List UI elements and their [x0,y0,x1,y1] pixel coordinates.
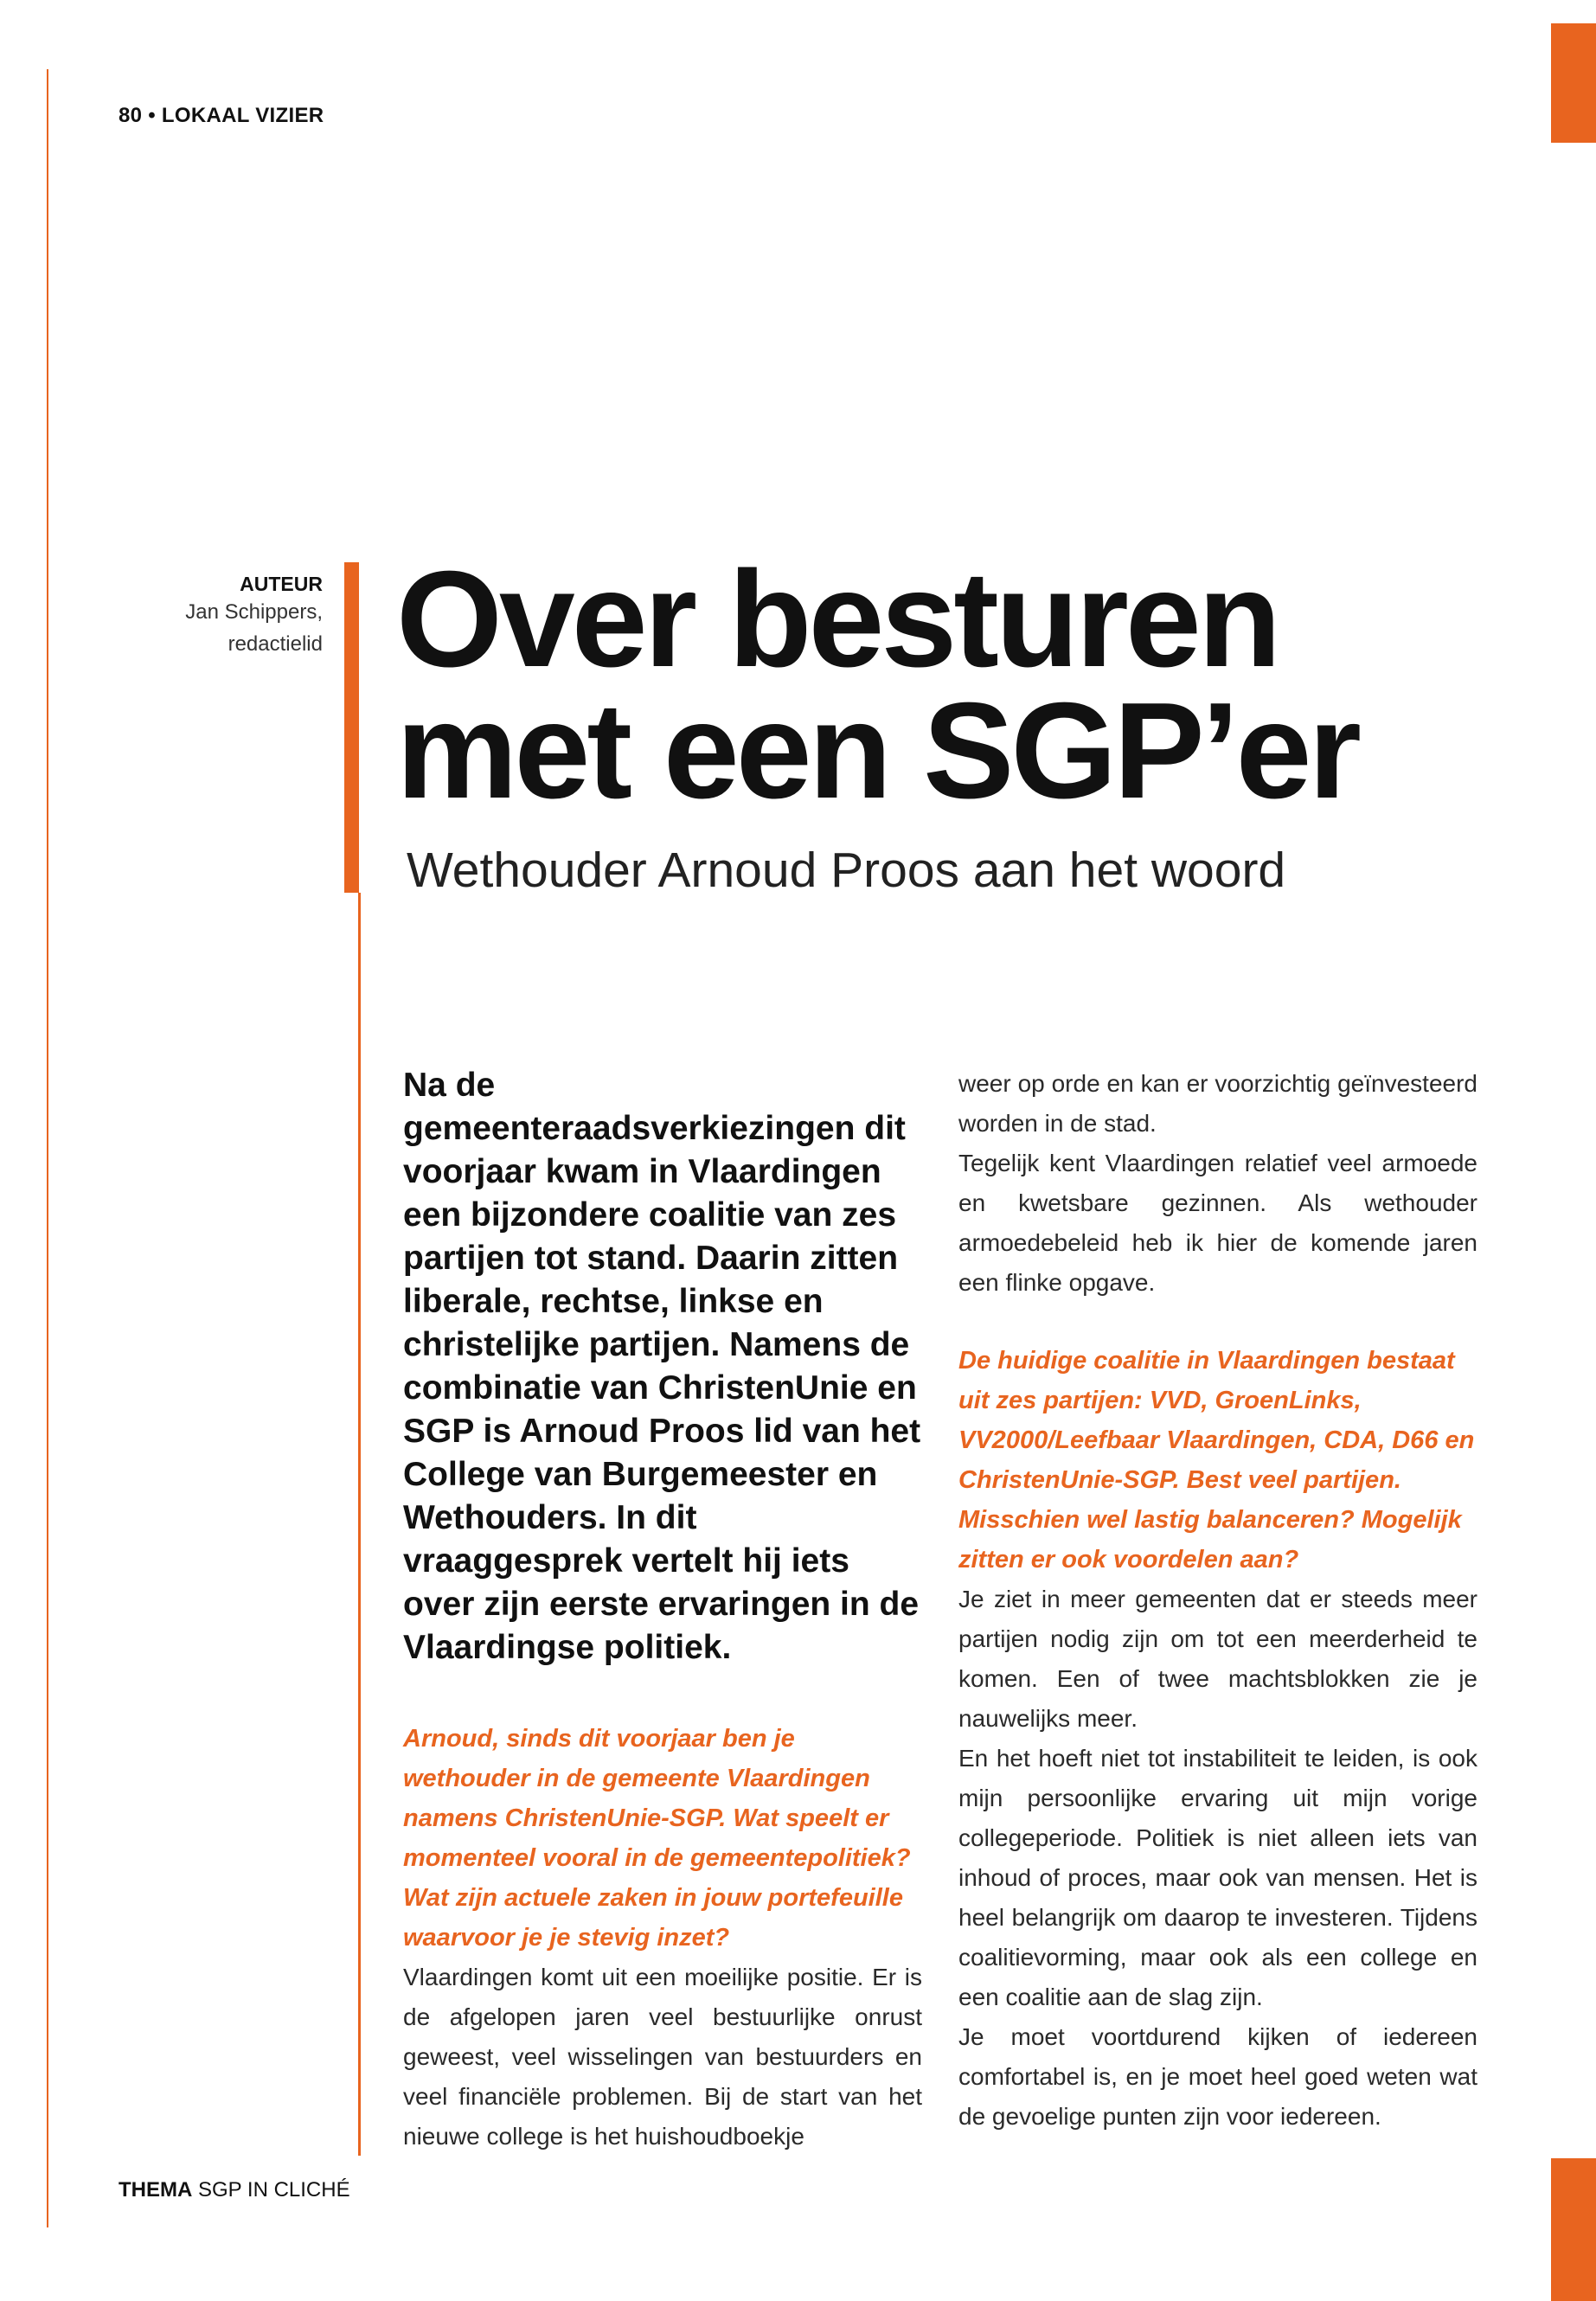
footer-theme-label: THEMA [119,2178,193,2202]
answer-2-paragraph-3: Je moet voortdurend kijken of iedereen comfortabel is, en je moet heel goed weten wat de gevoelige punten zijn voor iedereen. [958,2023,1477,2130]
answer-1-paragraph-2: Tegelijk kent Vlaardingen relatief veel armoede en kwetsbare gezinnen. Als wethouder armoedebeleid heb ik hier de komende jaren een flinke opgave. [958,1150,1477,1296]
author-role: redactielid [228,632,323,656]
author-name: Jan Schippers, [185,600,323,624]
title-accent-bar [344,562,359,893]
article-intro: Na de gemeenteraadsverkiezingen dit voorjaar kwam in Vlaardingen een bijzondere coalitie van zes partijen tot stand. Daarin zitten liberale, rechtse, linkse en christelijke partijen. Namens de combinatie van ChristenUnie en SGP is Arnoud Proos lid van het College van Burgemeester en Wethouders. In dit vraaggesprek vertelt hij iets over zijn eerste ervaringen in de Vlaardingse politiek. [403,1067,921,1666]
page-footer [119,2178,350,2202]
page-title [396,543,1521,827]
answer-1-paragraph-1: Vlaardingen komt uit een moeilijke positie. Er is de afgelopen jaren veel bestuurlijke onrust geweest, veel wisselingen van bestuurders en veel financiële problemen. Bij de start van het nieuwe college is het huishoudboekje [403,1964,922,2150]
answer-2-paragraph-1: Je ziet in meer gemeenten dat er steeds meer partijen nodig zijn om tot een meerderheid te komen. Een of twee machtsblokken zie je nauwelijks meer. [958,1586,1477,1732]
section-tab-top [1551,23,1596,143]
author-label: AUTEUR [240,573,323,595]
footer-theme-text: SGP IN CLICHÉ [198,2178,350,2202]
column-accent-rule [358,893,361,2156]
article-column-right [958,1064,1477,2137]
section-tab-bottom [1551,2158,1596,2301]
page-folio: 80 • LOKAAL VIZIER [119,104,324,127]
answer-1-paragraph-1-continued: weer op orde en kan er voorzichtig geïnvesteerd worden in de stad. [958,1070,1477,1137]
question-2: De huidige coalitie in Vlaardingen bestaat uit zes partijen: VVD, GroenLinks, VV2000/Leefbaar Vlaardingen, CDA, D66 en ChristenUnie-SGP. Best veel partijen. Misschien wel lastig balanceren? Mogelijk zitten er ook voordelen aan? [958,1347,1475,1574]
question-1: Arnoud, sinds dit voorjaar ben je wethouder in de gemeente Vlaardingen namens ChristenUnie-SGP. Wat speelt er momenteel vooral in de gemeentepolitiek? Wat zijn actuele zaken in jouw portefeuille waarvoor je je stevig inzet? [403,1725,911,1952]
title-line-2: met een SGP’er [396,675,1358,827]
title-line-1: Over besturen [396,543,1279,695]
left-margin-rule [47,69,48,2227]
answer-2-paragraph-2: En het hoeft niet tot instabiliteit te leiden, is ook mijn persoonlijke ervaring uit mijn vorige collegeperiode. Politiek is niet alleen iets van inhoud of proces, maar ook van mensen. Het is heel belangrijk om daarop te investeren. Tijdens coalitievorming, maar ook als een college en een coalitie aan de slag zijn. [958,1745,1477,2010]
page-subtitle: Wethouder Arnoud Proos aan het woord [407,843,1286,898]
author-block [130,573,323,660]
article-column-left [403,1064,922,2157]
